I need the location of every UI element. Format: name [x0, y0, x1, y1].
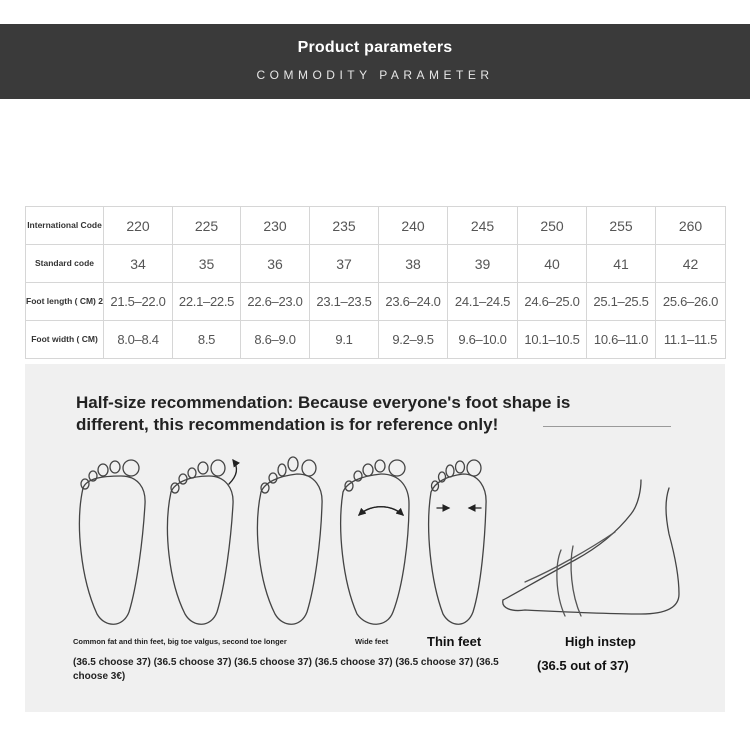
table-cell: 260 — [656, 207, 726, 245]
table-row — [26, 245, 726, 283]
table-cell: 25.1–25.5 — [587, 283, 656, 321]
table-cell: 240 — [379, 207, 448, 245]
table-cell: 22.6–23.0 — [241, 283, 310, 321]
table-cell: 24.1–24.5 — [448, 283, 518, 321]
table-cell: 23.1–23.5 — [310, 283, 379, 321]
table-cell: 10.6–11.0 — [587, 321, 656, 359]
table-cell: 245 — [448, 207, 518, 245]
table-cell: 39 — [448, 245, 518, 283]
foot-thin-icon — [429, 460, 486, 624]
foot-high-instep-icon — [503, 480, 679, 616]
table-cell: 9.2–9.5 — [379, 321, 448, 359]
foot-second-toe-longer-icon — [257, 457, 322, 624]
table-cell: 9.1 — [310, 321, 379, 359]
table-cell: 250 — [518, 207, 587, 245]
table-cell: 22.1–22.5 — [173, 283, 241, 321]
caption-common-feet: Common fat and thin feet, big toe valgus, second toe longer — [73, 637, 287, 646]
size-parameter-table — [25, 206, 726, 359]
table-cell: 230 — [241, 207, 310, 245]
caption-high-instep: High instep — [565, 634, 636, 649]
page-subtitle: COMMODITY PARAMETER — [256, 68, 494, 82]
foot-big-toe-valgus-icon — [167, 460, 236, 624]
table-row — [26, 207, 726, 245]
foot-wide-icon — [341, 460, 409, 624]
table-cell: 8.6–9.0 — [241, 321, 310, 359]
page-title: Product parameters — [297, 39, 453, 56]
caption-wide-feet: Wide feet — [355, 637, 389, 646]
caption-thin-feet: Thin feet — [427, 634, 482, 649]
table-cell: 220 — [104, 207, 173, 245]
row-label: International Code — [26, 207, 104, 245]
table-cell: 38 — [379, 245, 448, 283]
table-cell: 24.6–25.0 — [518, 283, 587, 321]
table-cell: 42 — [656, 245, 726, 283]
table-row — [26, 283, 726, 321]
table-cell: 34 — [104, 245, 173, 283]
table-cell: 255 — [587, 207, 656, 245]
recommendation-heading: Half-size recommendation: Because everyone's foot shape is different, this recommendation is for reference only! — [76, 393, 571, 434]
table-cell: 11.1–11.5 — [656, 321, 726, 359]
half-size-recommendation-panel — [25, 364, 725, 712]
table-cell: 225 — [173, 207, 241, 245]
header-banner — [0, 24, 750, 99]
table-cell: 36 — [241, 245, 310, 283]
row-label: Foot width ( CM) — [26, 321, 104, 359]
table-cell: 9.6–10.0 — [448, 321, 518, 359]
foot-common-icon — [79, 460, 145, 624]
table-cell: 8.0–8.4 — [104, 321, 173, 359]
table-row — [26, 321, 726, 359]
table-cell: 35 — [173, 245, 241, 283]
table-cell: 37 — [310, 245, 379, 283]
table-cell: 25.6–26.0 — [656, 283, 726, 321]
table-cell: 10.1–10.5 — [518, 321, 587, 359]
table-cell: 41 — [587, 245, 656, 283]
table-cell: 23.6–24.0 — [379, 283, 448, 321]
row-label: Foot length ( CM) 2 — [26, 283, 104, 321]
high-instep-note: (36.5 out of 37) — [537, 658, 629, 673]
table-cell: 8.5 — [173, 321, 241, 359]
table-cell: 235 — [310, 207, 379, 245]
size-choose-text: (36.5 choose 37) (36.5 choose 37) (36.5 choose 37) (36.5 choose 37) (36.5 choose 37) (36.5 choose 3€) — [73, 657, 499, 682]
table-cell: 40 — [518, 245, 587, 283]
row-label: Standard code — [26, 245, 104, 283]
table-cell: 21.5–22.0 — [104, 283, 173, 321]
